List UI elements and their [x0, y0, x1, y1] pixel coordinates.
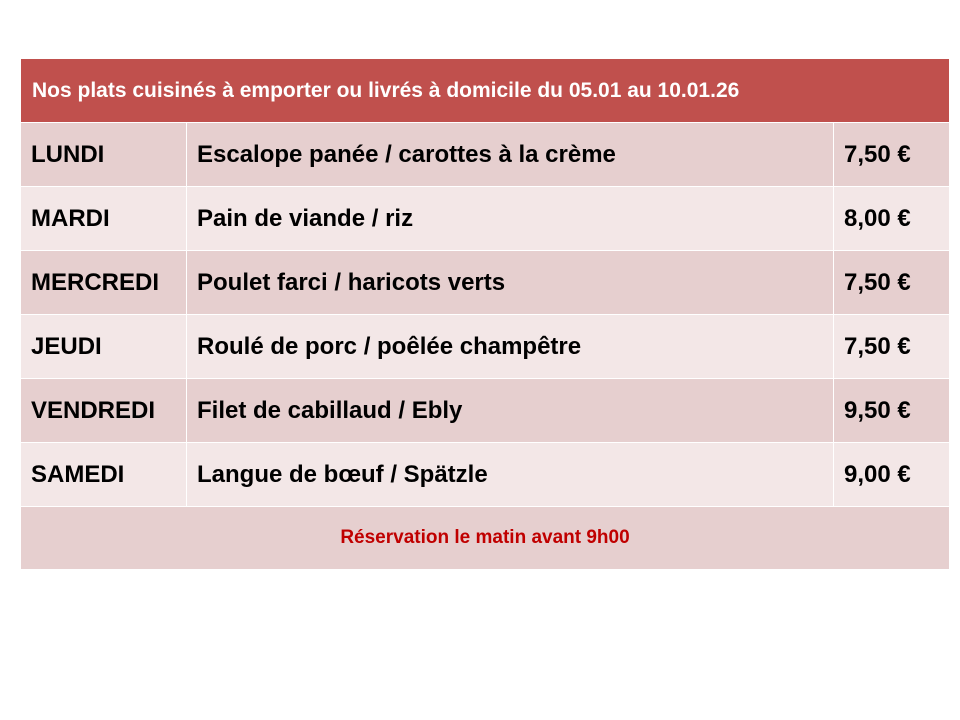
price-cell: 9,00 € [834, 443, 950, 507]
dish-cell: Poulet farci / haricots verts [187, 251, 834, 315]
reservation-note: Réservation le matin avant 9h00 [21, 507, 950, 570]
price-cell: 7,50 € [834, 123, 950, 187]
price-cell: 8,00 € [834, 187, 950, 251]
weekly-menu-table [20, 58, 950, 570]
menu-footer-row [21, 507, 950, 570]
table-row [21, 315, 950, 379]
day-cell: MARDI [21, 187, 187, 251]
dish-cell: Escalope panée / carottes à la crème [187, 123, 834, 187]
table-row [21, 443, 950, 507]
price-cell: 7,50 € [834, 315, 950, 379]
dish-cell: Pain de viande / riz [187, 187, 834, 251]
day-cell: SAMEDI [21, 443, 187, 507]
price-cell: 9,50 € [834, 379, 950, 443]
day-cell: JEUDI [21, 315, 187, 379]
table-row [21, 187, 950, 251]
menu-title: Nos plats cuisinés à emporter ou livrés à domicile du 05.01 au 10.01.26 [21, 59, 950, 123]
day-cell: MERCREDI [21, 251, 187, 315]
table-row [21, 123, 950, 187]
dish-cell: Langue de bœuf / Spätzle [187, 443, 834, 507]
menu-header-row [21, 59, 950, 123]
table-row [21, 251, 950, 315]
table-row [21, 379, 950, 443]
price-cell: 7,50 € [834, 251, 950, 315]
dish-cell: Filet de cabillaud / Ebly [187, 379, 834, 443]
day-cell: VENDREDI [21, 379, 187, 443]
day-cell: LUNDI [21, 123, 187, 187]
dish-cell: Roulé de porc / poêlée champêtre [187, 315, 834, 379]
